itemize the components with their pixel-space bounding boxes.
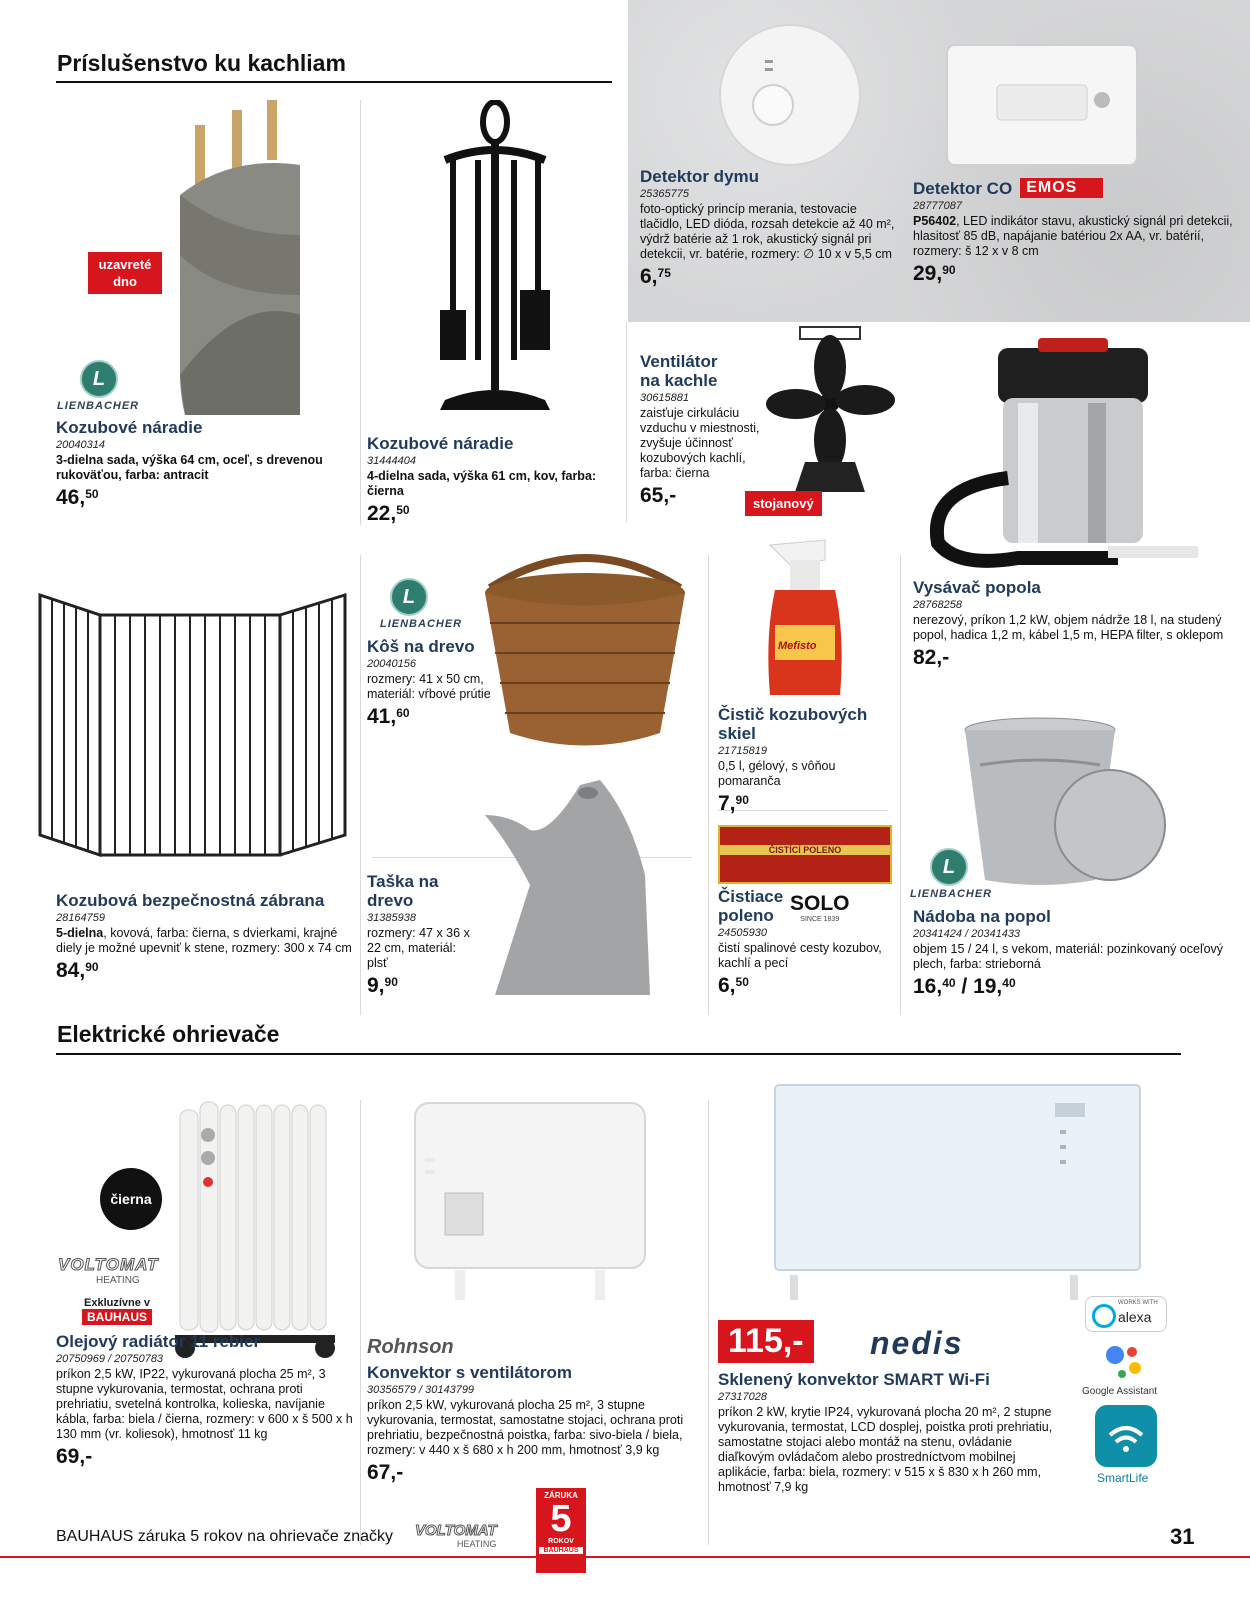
divider (360, 555, 361, 1015)
fireplace-tools-black-image (425, 100, 565, 430)
voltomat-logo: VOLTOMAT HEATING (58, 1255, 159, 1286)
footer-warranty-text: BAUHAUS záruka 5 rokov na ohrievače značky (56, 1528, 394, 1545)
brand-label: LIENBACHER (910, 888, 993, 900)
product-fireplace-gate (56, 891, 356, 983)
product-price: 16,40 / 19,40 (913, 975, 1016, 998)
product-stove-fan (640, 352, 765, 508)
product-name: Čistiace poleno (718, 887, 784, 925)
alexa-badge: WORKS WITH alexa (1085, 1296, 1167, 1332)
product-desc: zaisťuje cirkuláciu vzduchu v miestnosti, zvyšuje účinnosť kozubových kachlí, farba: čierna (640, 406, 760, 480)
product-price: 6,75 (640, 265, 671, 288)
product-desc: P56402, LED indikátor stavu, akustický signál pri detekcii, hlasitosť 85 dB, napájanie batériou 2x AA, vr. batérií, rozmery: š 12 x v 8 cm (913, 214, 1233, 258)
product-price: 22,50 (367, 502, 410, 525)
product-name: Nádoba na popol (913, 907, 1051, 926)
product-desc: rozmery: 47 x 36 x 22 cm, materiál: plsť (367, 926, 470, 970)
price-badge: 115,- (718, 1320, 814, 1363)
brand-label: LIENBACHER (380, 618, 463, 630)
product-desc: foto-optický princíp merania, testovacie tlačidlo, LED dióda, rozsah detekcie až 40 m², výdrž batérie až 1 rok, akustický signál pri detekcii, vr. batérie, rozmery: ∅ 10 x v 5,5 cm (640, 202, 895, 261)
product-price: 67,- (367, 1461, 404, 1484)
section-title-accessories: Príslušenstvo ku kachliam (57, 50, 346, 76)
alexa-icon (1092, 1304, 1116, 1328)
product-code: 31385938 (367, 912, 416, 924)
emos-logo: EMOS (1020, 178, 1103, 198)
product-code: 20040314 (56, 439, 105, 451)
product-fireplace-tools-4 (367, 434, 627, 526)
stove-fan-image (760, 322, 900, 502)
bauhaus-exclusive-badge: Exkluzívne v BAUHAUS (84, 1297, 151, 1324)
product-price: 7,90 (718, 792, 749, 815)
closed-bottom-tag: uzavreté dno (88, 252, 162, 294)
smartlife-icon (1095, 1405, 1157, 1467)
cleaning-log-package-image: ČISTÍCÍ POLENO (718, 825, 892, 884)
lienbacher-logo-icon: L (930, 848, 968, 886)
fireplace-gate-image (30, 575, 355, 875)
product-price: 65,- (640, 484, 677, 507)
section-title-heaters: Elektrické ohrievače (57, 1021, 280, 1047)
product-name: Kôš na drevo (367, 637, 475, 656)
ash-vacuum-image (928, 328, 1228, 578)
product-desc: príkon 2,5 kW, vykurovaná plocha 25 m², 3 stupne vykurovania, termostat, samostatne stojaci, ochrana proti prehriatiu, bezpečnostná poistka, farba: sivo-biela / biela, rozmery: v 440 x š 680 x h 200 mm, hmotnosť 3,9 kg (367, 1398, 684, 1457)
product-name: Kozubová bezpečnostná zábrana (56, 891, 325, 910)
product-name: Sklenený konvektor SMART Wi-Fi (718, 1370, 990, 1389)
product-desc: 5-dielna, kovová, farba: čierna, s dvierkami, krajné diely je možné upevniť k stene, rozmery: 300 x 74 cm (56, 926, 352, 955)
section-rule (56, 1053, 1181, 1055)
product-desc: rozmery: 41 x 50 cm, materiál: vŕbové prútie (367, 672, 491, 701)
product-price: 84,90 (56, 959, 99, 982)
product-desc: 4-dielna sada, výška 61 cm, kov, farba: čierna (367, 469, 597, 498)
smoke-detector-image (715, 20, 865, 170)
product-felt-bag (367, 872, 477, 998)
divider (900, 555, 901, 1015)
divider (708, 1100, 709, 1545)
product-fan-convector (367, 1363, 702, 1485)
ash-bucket-image (960, 715, 1170, 890)
product-glass-cleaner (718, 705, 898, 816)
product-code: 24505930 (718, 927, 767, 939)
page-number: 31 (1170, 1524, 1195, 1549)
product-fireplace-tools-3 (56, 418, 336, 510)
product-name: Kozubové náradie (367, 434, 514, 453)
divider (360, 1100, 361, 1545)
product-oil-radiator (56, 1332, 356, 1469)
product-smoke-detector (640, 167, 900, 289)
co-detector-image (942, 40, 1142, 170)
product-price: 6,50 (718, 974, 749, 997)
product-price: 9,90 (367, 974, 398, 997)
product-name: Vysávač popola (913, 578, 1041, 597)
product-price: 29,90 (913, 262, 956, 285)
product-code: 20341424 / 20341433 (913, 928, 1021, 940)
product-price: 41,60 (367, 705, 410, 728)
fan-convector-image (405, 1098, 655, 1308)
product-ash-vacuum (913, 578, 1233, 670)
product-name: Taška na drevo (367, 872, 439, 910)
smartlife-label: SmartLife (1097, 1471, 1149, 1485)
warranty-5-years-badge: ZÁRUKA 5 ROKOV BAUHAUS (536, 1488, 586, 1573)
google-assistant-icon (1100, 1340, 1150, 1385)
standing-tag: stojanový (745, 491, 822, 516)
product-cleaning-log (718, 887, 898, 998)
product-name: Kozubové náradie (56, 418, 203, 437)
product-name: Detektor dymu (640, 167, 760, 186)
product-code: 30356579 / 30143799 (367, 1384, 475, 1396)
footer-voltomat-logo: VOLTOMAT HEATING (415, 1522, 497, 1549)
nedis-logo: nedis (870, 1325, 964, 1361)
product-name: Olejový radiátor 11 rebier (56, 1332, 261, 1351)
product-desc: čistí spalinové cesty kozubov, kachlí a pecí (718, 941, 882, 970)
product-price: 46,50 (56, 486, 99, 509)
product-code: 28768258 (913, 599, 962, 611)
fireplace-tools-antracit-image (160, 95, 320, 425)
product-code: 20040156 (367, 658, 416, 670)
product-code: 25365775 (640, 188, 689, 200)
mefisto-label: Mefisto (778, 640, 817, 652)
product-price: 69,- (56, 1445, 93, 1468)
lienbacher-logo-icon: L (390, 578, 428, 616)
product-code: 21715819 (718, 745, 767, 757)
product-desc: 0,5 l, gélový, s vôňou pomaranča (718, 759, 836, 788)
product-name: Ventilátor na kachle (640, 352, 718, 390)
glass-convector-image (770, 1075, 1150, 1305)
product-name: Konvektor s ventilátorom (367, 1363, 572, 1382)
solo-logo: SOLO SINCE 1839 (790, 892, 850, 923)
product-code: 28164759 (56, 912, 105, 924)
product-name: Detektor CO (913, 178, 1013, 198)
product-desc: 3-dielna sada, výška 64 cm, oceľ, s drevenou rukoväťou, farba: antracit (56, 453, 323, 482)
google-assistant-label: Google Assistant (1082, 1386, 1158, 1397)
lienbacher-logo-icon: L (80, 360, 118, 398)
product-code: 27317028 (718, 1391, 767, 1403)
product-code: 30615881 (640, 392, 689, 404)
section-rule (56, 81, 612, 83)
product-desc: objem 15 / 24 l, s vekom, materiál: pozinkovaný oceľový plech, farba: strieborná (913, 942, 1224, 971)
product-name: Čistič kozubových skiel (718, 705, 868, 743)
product-wood-basket (367, 637, 497, 729)
glass-cleaner-image (750, 535, 860, 705)
product-desc: príkon 2 kW, krytie IP24, vykurovaná plocha 20 m², 2 stupne vykurovania, termostat, LCD dosplej, poistka proti prehriatiu, samostatne stojaci alebo montáž na stenu, ovládanie diaľkovým ovládačom alebo prostredníctvom mobilnej aplikácie, farba: biela, rozmery: v 515 x š 830 x h 260 mm, hmotnosť 7,9 kg (718, 1405, 1053, 1494)
product-code: 20750969 / 20750783 (56, 1353, 164, 1365)
product-desc: nerezový, príkon 1,2 kW, objem nádrže 18 l, na studený popol, hadica 1,2 m, kábel 1,5 m, HEPA filter, s oklepom (913, 613, 1224, 642)
divider (360, 100, 361, 525)
product-price: 82,- (913, 646, 950, 669)
product-code: 28777087 (913, 200, 962, 212)
brand-label: LIENBACHER (57, 400, 140, 412)
product-code: 31444404 (367, 455, 416, 467)
divider (708, 555, 709, 1015)
footer (0, 1556, 1250, 1621)
wood-basket-image (470, 548, 700, 758)
product-ash-bucket (913, 907, 1233, 999)
product-desc: príkon 2,5 kW, IP22, vykurovaná plocha 25 m², 3 stupne vykurovania, termostat, ochrana proti prehriatiu, svetelná kontrolka, kolieska, navíjanie kábla, farba: biela / čierna, rozmery: v 600 x š 500 x h 130 mm (vr. koliesok), hmotnosť 11 kg (56, 1367, 353, 1441)
black-color-tag: čierna (100, 1168, 162, 1230)
felt-bag-image (470, 775, 660, 1000)
product-co-detector (913, 178, 1233, 286)
rohnson-logo: Rohnson (367, 1336, 454, 1358)
product-glass-convector (718, 1370, 1068, 1495)
